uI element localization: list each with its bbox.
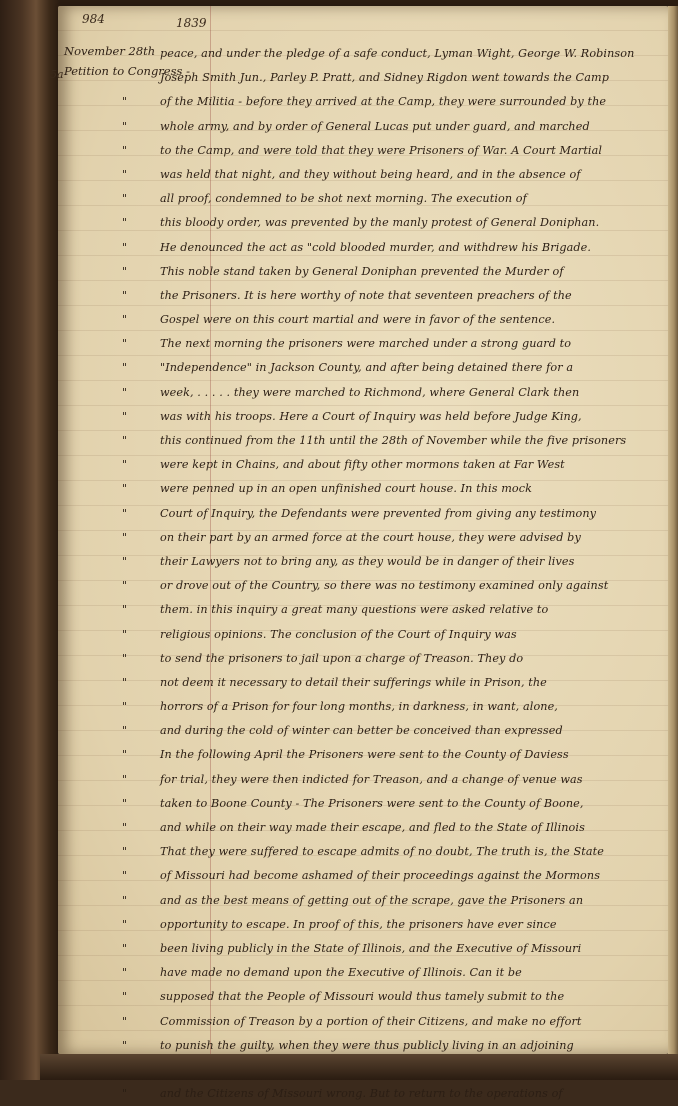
text-line bbox=[122, 163, 660, 187]
text-line bbox=[122, 139, 660, 163]
ditto-mark: " bbox=[122, 845, 128, 859]
ditto-mark: " bbox=[122, 821, 128, 834]
text-line bbox=[122, 985, 660, 1009]
text-line bbox=[160, 66, 660, 90]
ditto-mark: " bbox=[122, 506, 128, 520]
line-text: opportunity to escape. In proof of this, the prisoners have ever since bbox=[160, 917, 557, 931]
line-text: The next morning the prisoners were marched under a strong guard to bbox=[160, 337, 572, 351]
text-line bbox=[122, 284, 660, 308]
text-line bbox=[122, 671, 660, 695]
ditto-mark: " bbox=[122, 95, 128, 109]
line-text: and while on their way made their escape, and fled to the State of Illinois bbox=[160, 821, 585, 834]
text-line bbox=[122, 526, 660, 550]
text-line bbox=[122, 550, 660, 574]
page-year: 1839 bbox=[176, 16, 207, 30]
book-bottom-edge bbox=[40, 1054, 678, 1080]
text-line bbox=[122, 381, 660, 405]
text-line bbox=[122, 623, 660, 647]
line-text: This noble stand taken by General Doniphan prevented the Murder of bbox=[160, 264, 564, 278]
ditto-mark: " bbox=[122, 651, 128, 665]
line-text: and the Citizens of Missouri wrong. But to return to the operations of bbox=[160, 1087, 563, 1101]
ditto-mark: " bbox=[122, 869, 128, 883]
line-text: of the Militia - before they arrived at the Camp, they were surrounded by the bbox=[160, 95, 607, 109]
line-text: been living publicly in the State of Illinois, and the Executive of Missouri bbox=[160, 941, 582, 955]
text-line bbox=[122, 743, 660, 767]
ditto-mark: " bbox=[122, 724, 128, 738]
text-line bbox=[122, 647, 660, 671]
text-line bbox=[122, 961, 660, 985]
line-text: to punish the guilty, when they were thus publicly living in an adjoining bbox=[160, 1038, 574, 1052]
line-text: all proof, condemned to be shot next morning. The execution of bbox=[160, 192, 527, 206]
ditto-mark: " bbox=[122, 893, 128, 907]
line-text: to the Camp, and were told that they were Prisoners of War. A Court Martial bbox=[160, 143, 603, 157]
text-line bbox=[122, 792, 660, 816]
line-text: Gospel were on this court martial and were in favor of the sentence. bbox=[160, 313, 556, 327]
line-text: this bloody order, was prevented by the manly protest of General Doniphan. bbox=[160, 216, 600, 230]
ditto-mark: " bbox=[122, 216, 128, 230]
line-text: He denounced the act as "cold blooded murder, and withdrew his Brigade. bbox=[160, 240, 592, 254]
ditto-mark: " bbox=[122, 458, 128, 472]
line-text: for trial, they were then indicted for Treason, and a change of venue was bbox=[160, 772, 583, 786]
ditto-mark: " bbox=[122, 143, 128, 157]
text-line bbox=[122, 574, 660, 598]
ditto-mark: " bbox=[122, 941, 128, 955]
line-text: whole army, and by order of General Lucas put under guard, and marched bbox=[160, 119, 590, 133]
ditto-mark: " bbox=[122, 264, 128, 278]
line-text: Court of Inquiry, the Defendants were prevented from giving any testimony bbox=[160, 506, 597, 520]
text-line bbox=[122, 840, 660, 864]
ditto-mark: " bbox=[122, 675, 128, 689]
ditto-mark: " bbox=[122, 313, 128, 327]
line-text: not deem it necessary to detail their sufferings while in Prison, the bbox=[160, 675, 547, 689]
line-text: Commission of Treason by a portion of their Citizens, and make no effort bbox=[160, 1014, 582, 1028]
text-line bbox=[122, 405, 660, 429]
ditto-mark: " bbox=[122, 917, 128, 931]
line-text: religious opinions. The conclusion of the Court of Inquiry was bbox=[160, 627, 517, 641]
text-line bbox=[122, 937, 660, 961]
text-line bbox=[122, 913, 660, 937]
manuscript-page bbox=[50, 6, 670, 1101]
text-line bbox=[122, 332, 660, 356]
text-line bbox=[122, 308, 660, 332]
ditto-mark: " bbox=[122, 409, 128, 423]
ditto-mark: " bbox=[122, 530, 128, 544]
ditto-mark: " bbox=[122, 240, 128, 254]
ditto-mark: " bbox=[122, 288, 128, 302]
ditto-mark: " bbox=[122, 1087, 128, 1101]
line-text: this continued from the 11th until the 28th of November while the five prisoners bbox=[160, 434, 627, 447]
line-text: Joseph Smith Jun., Parley P. Pratt, and Sidney Rigdon went towards the Camp bbox=[160, 71, 609, 85]
text-line bbox=[122, 356, 660, 380]
line-text: horrors of a Prison for four long months, in darkness, in want, alone, bbox=[160, 700, 558, 714]
text-line bbox=[122, 816, 660, 840]
line-text: the Prisoners. It is here worthy of note that seventeen preachers of the bbox=[160, 288, 572, 302]
ditto-mark: " bbox=[122, 796, 128, 810]
line-text: to send the prisoners to jail upon a charge of Treason. They do bbox=[160, 651, 524, 665]
line-text: and as the best means of getting out of the scrape, gave the Prisoners an bbox=[160, 893, 584, 907]
page-number: 984 bbox=[82, 12, 105, 26]
line-text: were penned up in an open unfinished court house. In this mock bbox=[160, 482, 532, 496]
ditto-mark: " bbox=[122, 579, 128, 593]
line-text: them. in this inquiry a great many questions were asked relative to bbox=[160, 603, 549, 617]
text-line bbox=[122, 695, 660, 719]
line-text: were kept in Chains, and about fifty other mormons taken at Far West bbox=[160, 458, 565, 472]
line-text: That they were suffered to escape admits of no doubt, The truth is, the State bbox=[160, 845, 604, 859]
text-line bbox=[122, 260, 660, 284]
text-line bbox=[122, 1010, 660, 1034]
side-mark: 5a bbox=[50, 68, 64, 81]
ditto-mark: " bbox=[122, 772, 128, 786]
line-text: have made no demand upon the Executive of Illinois. Can it be bbox=[160, 966, 522, 980]
ditto-mark: " bbox=[122, 482, 128, 496]
ditto-mark: " bbox=[122, 167, 128, 181]
page-fore-edge bbox=[668, 6, 678, 1056]
text-line bbox=[122, 187, 660, 211]
margin-note-date: November 28th bbox=[64, 44, 156, 58]
line-text: and during the cold of winter can better be conceived than expressed bbox=[160, 724, 563, 738]
text-line bbox=[122, 211, 660, 235]
text-line bbox=[122, 502, 660, 526]
ditto-mark: " bbox=[122, 119, 128, 133]
text-line bbox=[122, 889, 660, 913]
text-line bbox=[122, 236, 660, 260]
line-text: week, . . . . . they were marched to Richmond, where General Clark then bbox=[160, 385, 580, 399]
line-text: or drove out of the Country, so there was no testimony examined only against bbox=[160, 579, 609, 593]
text-line bbox=[122, 598, 660, 622]
ditto-mark: " bbox=[122, 337, 128, 351]
line-text: was with his troops. Here a Court of Inquiry was held before Judge King, bbox=[160, 409, 582, 423]
text-line bbox=[122, 90, 660, 114]
ditto-mark: " bbox=[122, 603, 128, 617]
line-text: In the following April the Prisoners were sent to the County of Daviess bbox=[160, 748, 569, 762]
text-line bbox=[122, 768, 660, 792]
text-line bbox=[122, 1082, 660, 1106]
line-text: was held that night, and they without being heard, and in the absence of bbox=[160, 167, 581, 181]
ditto-mark: " bbox=[122, 434, 128, 447]
text-line bbox=[122, 477, 660, 501]
line-text: peace, and under the pledge of a safe conduct, Lyman Wight, George W. Robinson bbox=[160, 47, 635, 60]
ditto-mark: " bbox=[122, 361, 128, 375]
line-text: supposed that the People of Missouri would thus tamely submit to the bbox=[160, 990, 565, 1004]
ditto-mark: " bbox=[122, 385, 128, 399]
text-line bbox=[122, 115, 660, 139]
text-line bbox=[122, 864, 660, 888]
text-line bbox=[122, 719, 660, 743]
ditto-mark: " bbox=[122, 192, 128, 206]
text-line bbox=[160, 42, 660, 66]
ditto-mark: " bbox=[122, 1014, 128, 1028]
ditto-mark: " bbox=[122, 990, 128, 1004]
line-text: of Missouri had become ashamed of their proceedings against the Mormons bbox=[160, 869, 601, 883]
ditto-mark: " bbox=[122, 966, 128, 980]
line-text: "Independence" in Jackson County, and after being detained there for a bbox=[160, 361, 574, 375]
line-text: taken to Boone County - The Prisoners were sent to the County of Boone, bbox=[160, 796, 584, 810]
ditto-mark: " bbox=[122, 700, 128, 714]
ditto-mark: " bbox=[122, 627, 128, 641]
text-line bbox=[122, 429, 660, 453]
text-line bbox=[122, 453, 660, 477]
ditto-mark: " bbox=[122, 1038, 128, 1052]
ditto-mark: " bbox=[122, 554, 128, 568]
line-text: on their part by an armed force at the court house, they were advised by bbox=[160, 530, 581, 544]
line-text: their Lawyers not to bring any, as they would be in danger of their lives bbox=[160, 554, 575, 568]
margin-note-petition: Petition to Congress - bbox=[64, 64, 190, 78]
ditto-mark: " bbox=[122, 748, 128, 762]
